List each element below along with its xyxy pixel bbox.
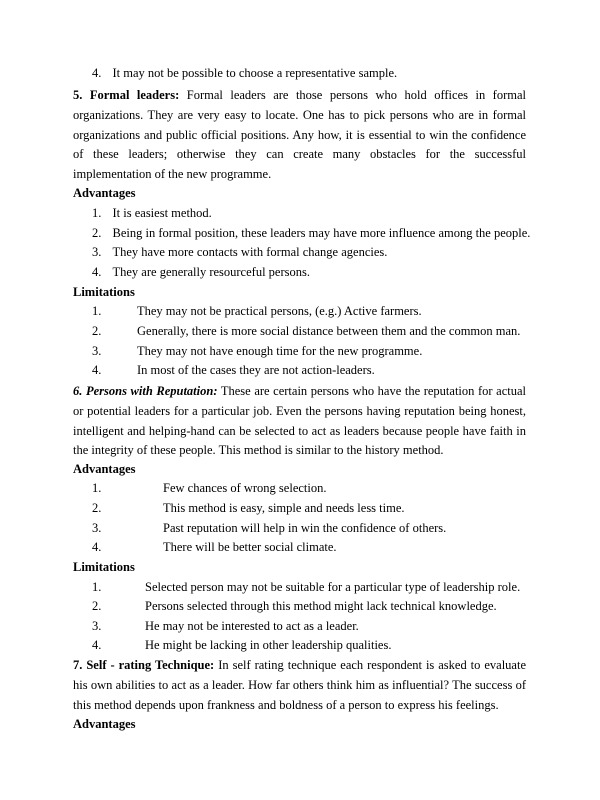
list-number: 1. xyxy=(92,481,102,495)
list-number: 4. xyxy=(92,638,102,652)
section-5-advantages-label: Advantages xyxy=(73,186,136,200)
section-6-heading: 6. Persons with Reputation: xyxy=(73,384,218,398)
section-6-advantages-label: Advantages xyxy=(73,462,136,476)
list-item xyxy=(0,519,600,538)
list-number: 4. xyxy=(92,540,102,554)
list-item xyxy=(0,617,600,636)
list-number: 4. xyxy=(92,66,102,80)
list-text: It may not be possible to choose a representative sample. xyxy=(112,66,398,80)
list-item xyxy=(0,636,600,655)
list-item xyxy=(0,322,600,341)
list-item xyxy=(92,243,387,262)
section-5-body: Formal leaders are those persons who hold offices in formal organizations. They are very easy to locate. One has to pick persons who are in formal organizations and public official positions. Any how, it is essential to win the confidence of these leaders; otherwise they can create many obstacles for the successful implementation of the new programme. xyxy=(73,88,526,182)
list-text: This method is easy, simple and needs less time. xyxy=(163,501,405,515)
list-item xyxy=(92,224,530,243)
list-number: 2. xyxy=(92,324,102,338)
section-7-body: In self rating technique each respondent is asked to evaluate his own abilities to act as a leader. How far others think him as influential? The success of this method depends upon frankness and boldness of a person to express his feelings. xyxy=(73,658,526,712)
list-text: They may not be practical persons, (e.g.) Active farmers. xyxy=(137,304,422,318)
list-number: 3. xyxy=(92,619,102,633)
section-6-paragraph xyxy=(73,382,526,461)
list-number: 3. xyxy=(92,521,102,535)
list-item xyxy=(0,479,600,498)
list-number: 2. xyxy=(92,599,102,613)
section-6-limitations-label: Limitations xyxy=(73,560,135,574)
list-item xyxy=(0,342,600,361)
list-text: In most of the cases they are not action-leaders. xyxy=(137,363,375,377)
list-number: 2. xyxy=(92,501,102,515)
list-item xyxy=(0,499,600,518)
list-text: They are generally resourceful persons. xyxy=(112,265,310,279)
section-5-heading: 5. Formal leaders: xyxy=(73,88,180,102)
list-number: 4. xyxy=(92,363,102,377)
section-5-paragraph xyxy=(73,86,526,185)
section-6-body: These are certain persons who have the reputation for actual or potential leaders for a particular job. Even the persons having reputation being honest, intelligent and helping-hand can be selected to act as leaders because people have faith in the integrity of these people. This method is similar to the history method. xyxy=(73,384,526,458)
list-text: Being in formal position, these leaders may have more influence among the people. xyxy=(112,226,531,240)
list-number: 4. xyxy=(92,265,102,279)
list-text: Persons selected through this method might lack technical knowledge. xyxy=(145,599,497,613)
list-item xyxy=(0,538,600,557)
list-text: Few chances of wrong selection. xyxy=(163,481,327,495)
section-7-advantages-label: Advantages xyxy=(73,717,136,731)
list-item xyxy=(92,263,310,282)
list-text: They have more contacts with formal change agencies. xyxy=(112,245,388,259)
list-text: Generally, there is more social distance between them and the common man. xyxy=(137,324,521,338)
section-5-limitations-label: Limitations xyxy=(73,285,135,299)
section-7-heading: 7. Self - rating Technique: xyxy=(73,658,215,672)
list-number: 1. xyxy=(92,580,102,594)
list-number: 1. xyxy=(92,304,102,318)
list-item xyxy=(92,204,212,223)
list-number: 3. xyxy=(92,344,102,358)
list-number: 3. xyxy=(92,245,102,259)
list-item xyxy=(0,597,600,616)
list-number: 1. xyxy=(92,206,102,220)
list-text: There will be better social climate. xyxy=(163,540,337,554)
section-7-paragraph xyxy=(73,656,526,715)
list-text: He might be lacking in other leadership qualities. xyxy=(145,638,392,652)
list-text: They may not have enough time for the new programme. xyxy=(137,344,423,358)
list-item xyxy=(0,578,600,597)
list-text: Selected person may not be suitable for a particular type of leadership role. xyxy=(145,580,521,594)
list-number: 2. xyxy=(92,226,102,240)
list-item xyxy=(0,302,600,321)
list-item xyxy=(92,64,397,83)
list-text: It is easiest method. xyxy=(112,206,212,220)
list-item xyxy=(0,361,600,380)
list-text: Past reputation will help in win the confidence of others. xyxy=(163,521,447,535)
list-text: He may not be interested to act as a leader. xyxy=(145,619,359,633)
